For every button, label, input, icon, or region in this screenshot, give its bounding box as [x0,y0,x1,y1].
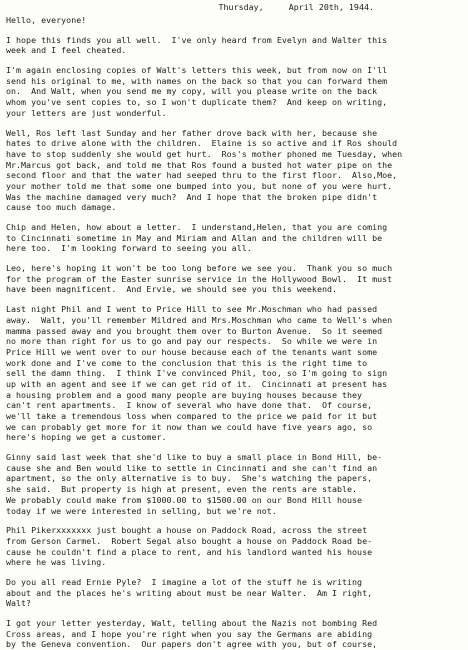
text-line: whom you've sent copies to, so I won't duplicate them? And keep on writing, [6,97,388,108]
text-line: have to stop suddenly she would get hurt. Ros's mother phoned me Tuesday, when [6,148,403,159]
text-line: send his original to me, with names on the back so that you can forward them [6,75,388,86]
text-line: Was the machine damaged very much? And I hope that the broken pipe didn't [6,191,378,202]
text-line: Last night Phil and I went to Price Hill to see Mr.Moschman who had passed [6,304,378,315]
letter-paragraph [6,263,460,295]
text-line: your mother told me that some one bumped into you, but none of you were hurt. [6,180,393,191]
text-line: cause too much damage. [6,202,117,213]
text-line: by the Geneva convention. Our papers don't agree with you, but of course, [6,639,378,650]
letter-paragraph [6,35,460,56]
text-line: Phil Pikerxxxxxxx just bought a house on Paddock Road, across the street [6,525,368,536]
text-line: week and I feel cheated. [6,45,127,56]
letter-paragraph [6,128,460,214]
text-line: your letters are just wonderful. [6,107,167,118]
text-line: sell the damn thing. I think I've convinced Phil, too, so I'm going to sign [6,368,388,379]
letter-body [6,35,460,650]
text-line: Leo, here's hoping it won't be too long before we see you. Thank you so much [6,263,393,274]
text-line: we can probably get more for it now than we could have five years ago, so [6,421,373,432]
text-line: about and the places he's writing about must be near Walter. Am I right, [6,587,373,598]
text-line: I hope this finds you all well. I've only heard from Evelyn and Walter this [6,34,388,45]
letter-paragraph [6,65,460,118]
text-line: to Cincinnati sometime in May and Miriam and Allan and the children will be [6,232,383,243]
text-line: We probably could make from $1000.00 to $1500.00 on our Bond Hill house [6,494,363,505]
text-line: away. Walt, you'll remember Mildred and Mrs.Moschman who came to Well's when [6,314,393,325]
text-line: she said. But property is high at present, even the rents are stable. [6,484,358,495]
text-line: Chip and Helen, how about a letter. I understand,Helen, that you are coming [6,222,388,233]
letter-paragraph [6,525,460,568]
text-line: cause she and Ben would like to settle in Cincinnati and she can't find an [6,462,378,473]
text-line: cause he couldn't find a place to rent, and his landlord wanted his house [6,546,373,557]
text-line: have been magnificent. And Ervie, we should see you this weekend. [6,284,337,295]
text-line: work done and I've come to the conclusion that this is the right time to [6,357,368,368]
text-line: Ginny said last week that she'd like to buy a small place in Bond Hill, be- [6,452,383,463]
letter-paragraph [6,452,460,516]
letter-paragraph [6,618,460,650]
text-line: from Gerson Carmel. Robert Segal also bought a house on Paddock Road be- [6,535,373,546]
text-line: a housing problem and a good many people are buying houses because they [6,389,363,400]
text-line: Mr.Marcus got back, and told me that Ros found a busted hot water pipe on the [6,159,393,170]
text-line: I got your letter yesterday, Walt, telling about the Nazis not bombing Red [6,618,378,629]
text-line: mamma passed away and you brought them over to Burton Avenue. So it seemed [6,325,383,336]
text-line: second floor and that the water had seeped thru to the first floor. Also,Moe, [6,170,398,181]
text-line: can't rent apartments. I know of several who have done that. Of course, [6,400,373,411]
text-line: no more than right for us to go and pay our respects. So while we were in [6,336,378,347]
letter-greeting: Hello, everyone! [6,15,87,25]
text-line: hates to drive alone with the children. Elaine is so active and if Ros should [6,138,398,149]
text-line: I'm again enclosing copies of Walt's letters this week, but from now on I'll [6,65,388,76]
text-line: apartment, so the only alternative is to buy. She's watching the papers, [6,473,373,484]
text-line: Well, Ros left last Sunday and her father drove back with her, because she [6,127,378,138]
text-line: on. And Walt, when you send me my copy, will you please write on the back [6,86,378,97]
text-line: Cross areas, and I hope you're right when you say the Germans are abiding [6,628,373,639]
letter-date: Thursday, April 20th, 1944. [218,2,374,12]
text-line: here too. I'm looking forward to seeing you all. [6,243,252,254]
text-line: for the program of the Easter sunrise service in the Hollywood Bowl. It must [6,273,393,284]
text-line: where he was living. [6,557,107,568]
text-line: Do you all read Ernie Pyle? I imagine a lot of the stuff he is writing [6,576,363,587]
letter-paragraph [6,222,460,254]
letter-paragraph [6,304,460,443]
text-line: Price Hill we went over to our house because each of the tenants want some [6,346,378,357]
text-line: up with an agent and see if we can get rid of it. Cincinnati at present has [6,378,388,389]
text-line: Walt? [6,598,32,609]
text-line: today if we were interested in selling, but we're not. [6,505,277,516]
text-line: here's hoping we get a customer. [6,432,167,443]
letter-paragraph [6,577,460,609]
text-line: we'll take a tremendous loss when compared to the price we paid for it but [6,411,378,422]
